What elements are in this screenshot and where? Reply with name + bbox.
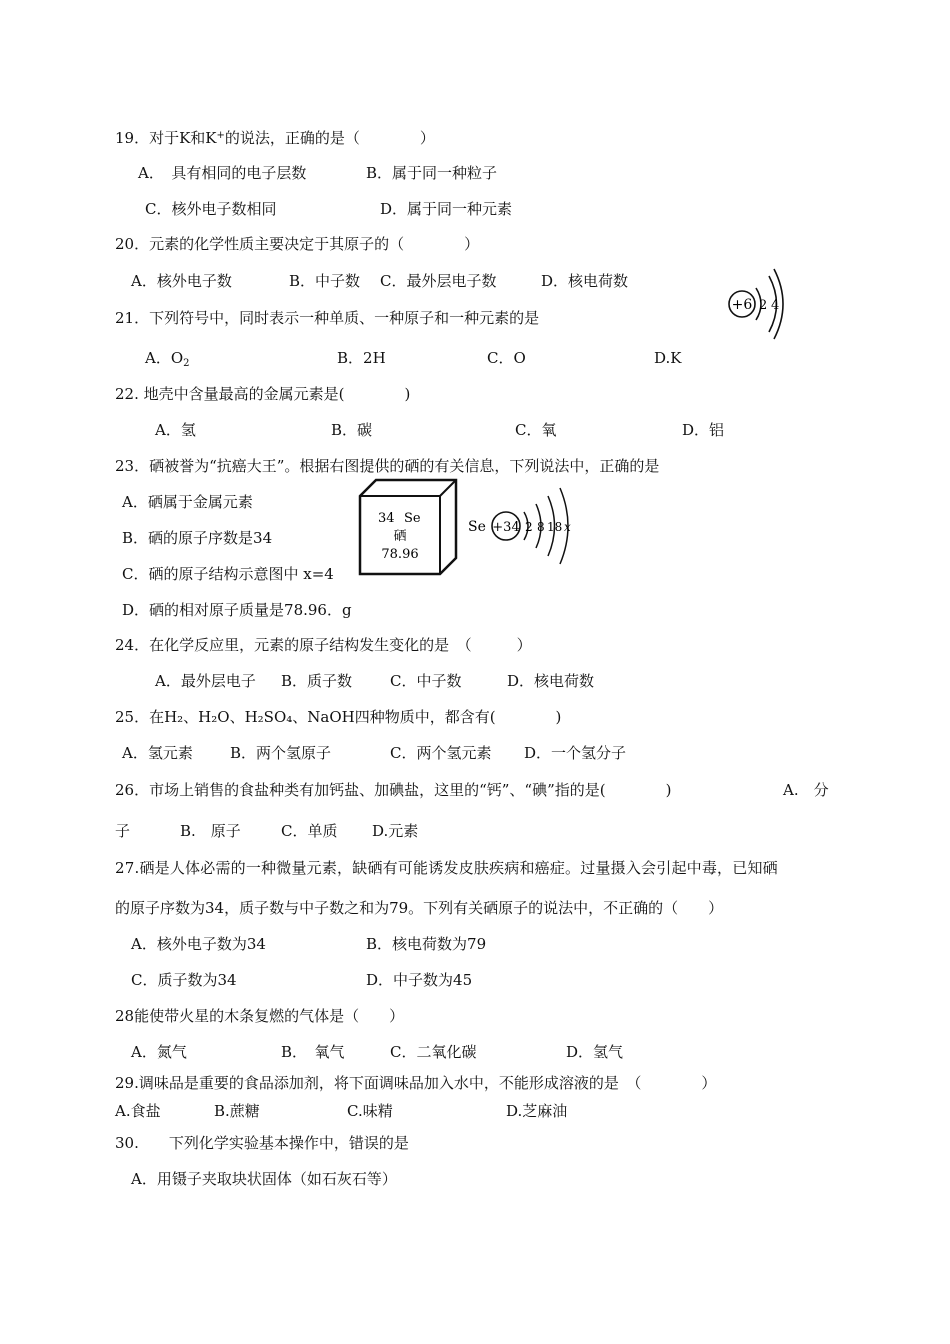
q21-stem: 21．下列符号中，同时表示一种单质、一种原子和一种元素的是 [115, 309, 540, 327]
q25-option-b: B．两个氢原子 [230, 744, 332, 762]
q26-option-c: C．单质 [281, 822, 338, 840]
selenium-element-cell [358, 478, 460, 576]
q20-option-b: B．中子数 [289, 272, 361, 290]
q30-stem: 30. 下列化学实验基本操作中，错误的是 [115, 1134, 409, 1152]
selenium-nucleus-label: +34 [492, 520, 520, 535]
q20-option-c: C．最外层电子数 [380, 272, 497, 290]
q26-stem: 26．市场上销售的食盐种类有加钙盐、加碘盐，这里的“钙”、“碘”指的是( ) [115, 781, 672, 799]
q28-option-d: D．氢气 [566, 1043, 624, 1061]
q23-option-c: C．硒的原子结构示意图中 x=4 [122, 565, 334, 583]
q28-option-b: B． 氧气 [281, 1043, 345, 1061]
q24-option-c: C．中子数 [390, 672, 462, 690]
q26-option-a-part2: 子 [115, 822, 131, 840]
q28-option-c: C．二氧化碳 [390, 1043, 477, 1061]
q26-option-b: B. 原子 [180, 822, 241, 840]
selenium-shell-3-label: 18 [547, 520, 563, 534]
selenium-atomic-number: 34 [378, 511, 395, 526]
q29-option-b: B.蔗糖 [214, 1102, 260, 1120]
selenium-shell-4-label: x [564, 520, 571, 534]
selenium-diagram-symbol: Se [468, 519, 486, 535]
q24-option-d: D．核电荷数 [507, 672, 595, 690]
q21-option-c: C．O [487, 349, 526, 367]
q27-option-c: C．质子数为34 [131, 971, 237, 989]
q27-stem-line-1: 27.硒是人体必需的一种微量元素，缺硒有可能诱发皮肤疾病和癌症。过量摄入会引起中毒，已知硒 [115, 859, 778, 877]
selenium-shell-2-label: 8 [537, 520, 545, 534]
q19-option-a: A． 具有相同的电子层数 [138, 164, 307, 182]
q24-option-a: A．最外层电子 [155, 672, 256, 690]
carbon-nucleus-label: +6 [731, 297, 753, 313]
q24-stem: 24．在化学反应里，元素的原子结构发生变化的是 （ ） [115, 636, 532, 654]
q22-option-b: B．碳 [331, 421, 373, 439]
q29-stem: 29.调味品是重要的食品添加剂，将下面调味品加入水中，不能形成溶液的是 （ ） [115, 1074, 717, 1092]
q19-option-c: C．核外电子数相同 [145, 200, 277, 218]
q27-option-b: B．核电荷数为79 [366, 935, 487, 953]
q21-option-b: B．2H [337, 349, 386, 367]
q19-option-b: B．属于同一种粒子 [366, 164, 498, 182]
q27-option-d: D．中子数为45 [366, 971, 473, 989]
q23-option-a: A．硒属于金属元素 [122, 493, 253, 511]
q26-option-a-part1: A. 分 [783, 781, 829, 799]
q23-option-d: D．硒的相对原子质量是78.96．g [122, 601, 352, 619]
q25-option-a: A．氢元素 [122, 744, 193, 762]
selenium-symbol: Se [404, 511, 421, 526]
q27-stem-line-2: 的原子序数为34，质子数与中子数之和为79。下列有关硒原子的说法中，不正确的（ ） [115, 899, 724, 917]
selenium-atom-structure-diagram [466, 480, 581, 572]
q19-stem: 19．对于K和K+的说法，正确的是（ ） [115, 129, 435, 147]
carbon-atom-structure-diagram [722, 266, 792, 344]
q25-stem: 25．在H₂、H₂O、H₂SO₄、NaOH四种物质中，都含有( ) [115, 708, 562, 726]
selenium-atomic-mass: 78.96 [381, 547, 419, 562]
q28-option-a: A．氮气 [131, 1043, 187, 1061]
q24-option-b: B．质子数 [281, 672, 353, 690]
q28-stem: 28能使带火星的木条复燃的气体是（ ） [115, 1007, 405, 1025]
q20-option-a: A．核外电子数 [131, 272, 232, 290]
q29-option-a: A.食盐 [115, 1102, 161, 1120]
q22-option-d: D．铝 [682, 421, 725, 439]
q22-option-a: A．氢 [155, 421, 196, 439]
q20-stem: 20．元素的化学性质主要决定于其原子的（ ） [115, 235, 480, 253]
q29-option-c: C.味精 [347, 1102, 393, 1120]
q21-option-d: D.K [654, 349, 682, 367]
q19-option-d: D．属于同一种元素 [380, 200, 513, 218]
carbon-shell-2-label: 4 [771, 298, 780, 313]
selenium-shell-1-label: 2 [525, 520, 533, 534]
q22-stem: 22. 地壳中含量最高的金属元素是( ) [115, 385, 411, 403]
q21-option-a: A．$O_2$ [145, 349, 190, 369]
selenium-chinese-name: 硒 [393, 529, 407, 544]
q30-option-a: A．用镊子夹取块状固体（如石灰石等） [131, 1170, 397, 1188]
q26-option-d: D.元素 [372, 822, 419, 840]
q25-option-c: C．两个氢元素 [390, 744, 492, 762]
q23-stem: 23．硒被誉为“抗癌大王”。根据右图提供的硒的有关信息，下列说法中，正确的是 [115, 457, 660, 475]
q27-option-a: A．核外电子数为34 [131, 935, 266, 953]
q29-option-d: D.芝麻油 [506, 1102, 568, 1120]
q22-option-c: C．氧 [515, 421, 557, 439]
q25-option-d: D．一个氢分子 [524, 744, 627, 762]
q23-option-b: B．硒的原子序数是34 [122, 529, 273, 547]
carbon-shell-1-label: 2 [759, 298, 768, 313]
q20-option-d: D．核电荷数 [541, 272, 629, 290]
